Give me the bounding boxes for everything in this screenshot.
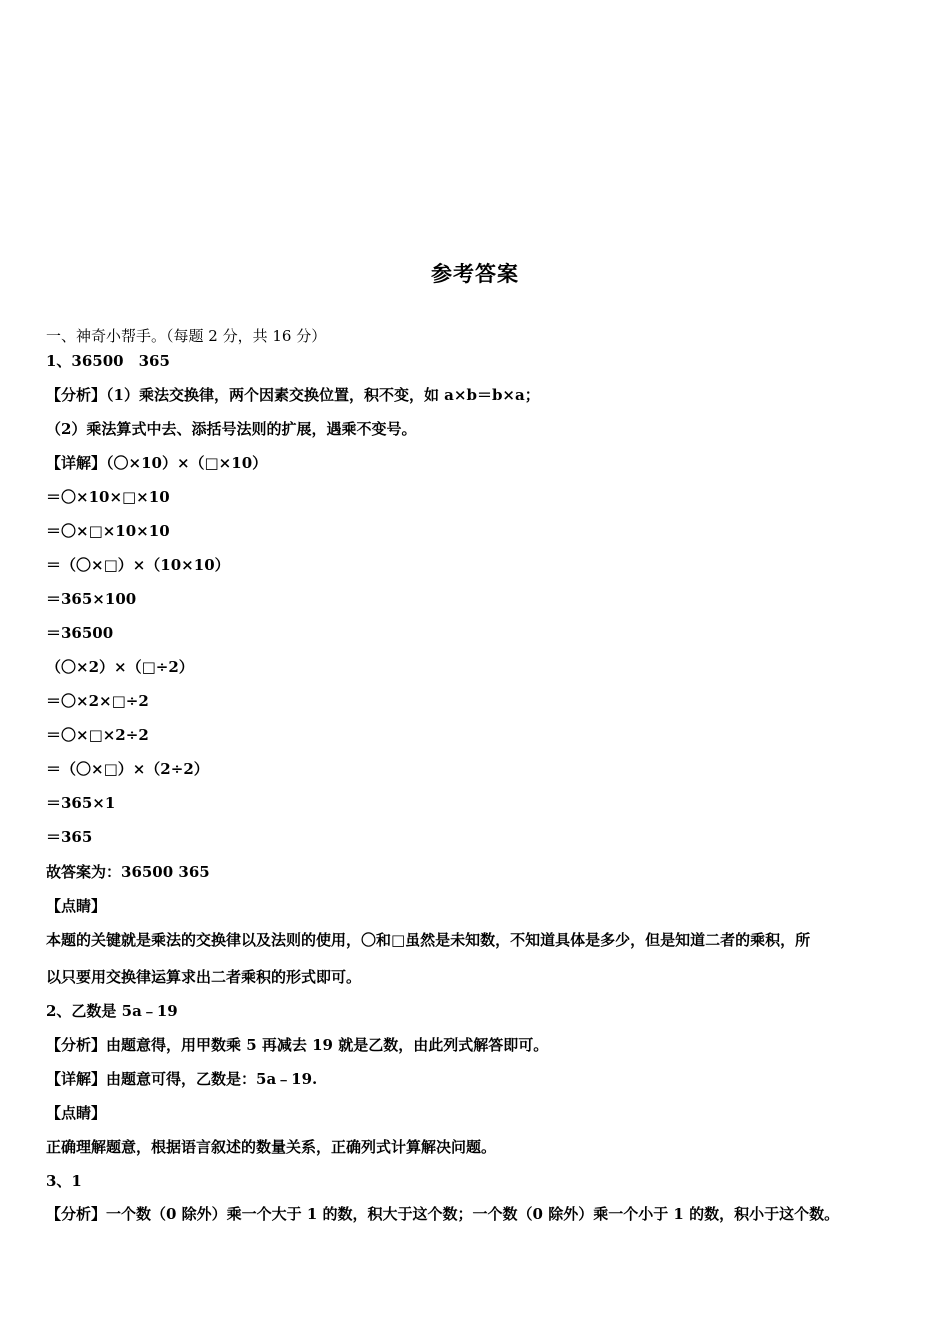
q1-step-5: ＝36500 <box>46 624 114 642</box>
q1-step-6: ＝〇×2×□÷2 <box>46 692 149 710</box>
q1-note-text-1: 本题的关键就是乘法的交换律以及法则的使用，〇和□虽然是未知数，不知道具体是多少，但是知道二者的乘积，所 <box>46 931 811 949</box>
q1-detail-1: 【详解】（〇×10）×（□×10） <box>46 454 268 472</box>
q2-note-text: 正确理解题意，根据语言叙述的数量关系，正确列式计算解决问题。 <box>46 1138 497 1156</box>
q2-detail: 【详解】由题意可得，乙数是：5a﹣19. <box>46 1070 318 1088</box>
q1-step-7: ＝〇×□×2÷2 <box>46 726 149 744</box>
question-1-answer: 1、36500 365 <box>46 352 170 370</box>
section-heading: 一、神奇小帮手。（每题 2 分，共 16 分） <box>46 327 327 345</box>
question-2-answer: 2、乙数是 5a﹣19 <box>46 1002 178 1020</box>
q1-note-label: 【点睛】 <box>46 897 107 915</box>
q1-detail-2: （〇×2）×（□÷2） <box>46 658 194 676</box>
q1-step-8: ＝（〇×□）×（2÷2） <box>46 760 209 778</box>
q1-analysis-2: （2）乘法算式中去、添括号法则的扩展，遇乘不变号。 <box>46 420 417 438</box>
q1-step-3: ＝（〇×□）×（10×10） <box>46 556 230 574</box>
q1-step-4: ＝365×100 <box>46 590 137 608</box>
q2-note-label: 【点睛】 <box>46 1104 107 1122</box>
q1-note-text-2: 以只要用交换律运算求出二者乘积的形式即可。 <box>46 968 362 986</box>
q1-step-2: ＝〇×□×10×10 <box>46 522 170 540</box>
q1-step-10: ＝365 <box>46 828 93 846</box>
q1-final-answer: 故答案为：36500 365 <box>46 863 210 881</box>
q1-analysis-1: 【分析】（1）乘法交换律，两个因素交换位置，积不变，如 a×b＝b×a； <box>46 386 540 404</box>
q1-step-1: ＝〇×10×□×10 <box>46 488 170 506</box>
page-title: 参考答案 <box>431 262 519 286</box>
q3-analysis: 【分析】一个数（0 除外）乘一个大于 1 的数，积大于这个数；一个数（0 除外）乘一个小于 1 的数，积小于这个数。 <box>46 1205 840 1223</box>
q1-step-9: ＝365×1 <box>46 794 116 812</box>
q2-analysis: 【分析】由题意得，用甲数乘 5 再减去 19 就是乙数，由此列式解答即可。 <box>46 1036 549 1054</box>
question-3-answer: 3、1 <box>46 1172 82 1190</box>
